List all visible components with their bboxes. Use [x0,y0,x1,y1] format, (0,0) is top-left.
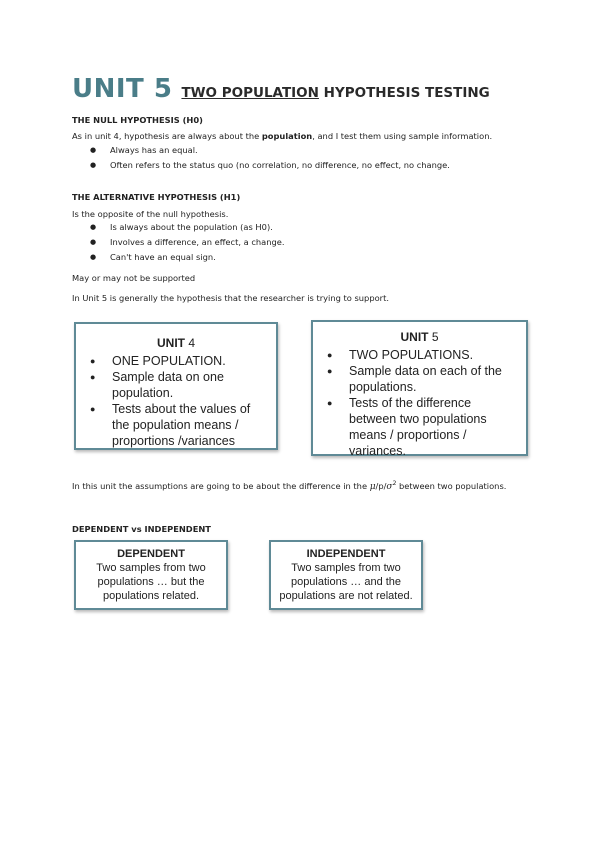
sigma-superscript: 2 [392,480,397,487]
title-rest: HYPOTHESIS TESTING [318,85,490,101]
list-item: ● Often refers to the status quo (no correlation, no difference, no effect, no change. [90,158,450,173]
list-item: ● Can't have an equal sign. [90,250,285,265]
unit4-box-title [84,336,268,350]
sigma-symbol: σ [386,481,393,492]
list-item: ● Sample data on each of the populations. [321,363,518,395]
unit5-title-num: 5 [431,330,439,344]
null-hypothesis-bullets [90,143,450,173]
dependent-box [74,540,228,610]
list-item: ● Tests of the difference between two populations means / proportions / variances. [321,395,518,459]
alternative-note-2: In Unit 5 is generally the hypothesis that the researcher is trying to support. [72,293,389,303]
unit5-box-list [321,347,518,459]
dependency-heading: DEPENDENT vs INDEPENDENT [72,524,211,534]
null-intro-after: , and I test them using sample information. [312,131,493,141]
list-item: ● Involves a difference, an effect, a change. [90,235,285,250]
list-item: ● TWO POPULATIONS. [321,347,518,363]
alternative-hypothesis-bullets [90,220,285,265]
list-item: ● ONE POPULATION. [84,353,268,369]
mu-symbol: μ [369,481,376,492]
independent-box [269,540,423,610]
assumption-after: between two populations. [396,480,507,491]
independent-body: Two samples from two populations … and the populations are not related. [279,562,413,602]
unit5-title-bold: UNIT [400,330,432,344]
dependent-body: Two samples from two populations … but the populations related. [96,562,206,602]
assumption-paragraph [72,475,528,496]
list-item: ● Always has an equal. [90,143,450,158]
null-hypothesis-intro [72,131,492,141]
page-title [72,74,490,104]
null-intro-before: As in unit 4, hypothesis are always about the [72,131,262,141]
list-item: ● Is always about the population (as H0). [90,220,285,235]
list-item: ● Tests about the values of the population means / proportions /variances [84,401,268,449]
alternative-note-1: May or may not be supported [72,273,196,283]
title-unit: UNIT 5 [72,74,173,104]
unit5-box [311,320,528,456]
unit5-box-title [321,330,518,344]
p-symbol: /p/ [375,480,387,491]
null-hypothesis-heading: THE NULL HYPOTHESIS (H0) [72,115,203,125]
unit4-title-bold: UNIT [156,336,189,350]
unit4-title-num: 4 [188,336,196,350]
unit4-box-list [84,353,268,449]
independent-title: INDEPENDENT [306,548,386,560]
alternative-hypothesis-heading: THE ALTERNATIVE HYPOTHESIS (H1) [72,192,241,202]
null-intro-bold: population [261,131,313,141]
unit4-box [74,322,278,450]
title-underlined: TWO POPULATION [181,85,319,101]
alternative-hypothesis-intro: Is the opposite of the null hypothesis. [72,209,229,219]
title-subtitle [181,85,489,101]
dependent-title: DEPENDENT [117,548,185,560]
list-item: ● Sample data on one population. [84,369,268,401]
assumption-before: In this unit the assumptions are going to be about the difference in the [72,480,370,491]
